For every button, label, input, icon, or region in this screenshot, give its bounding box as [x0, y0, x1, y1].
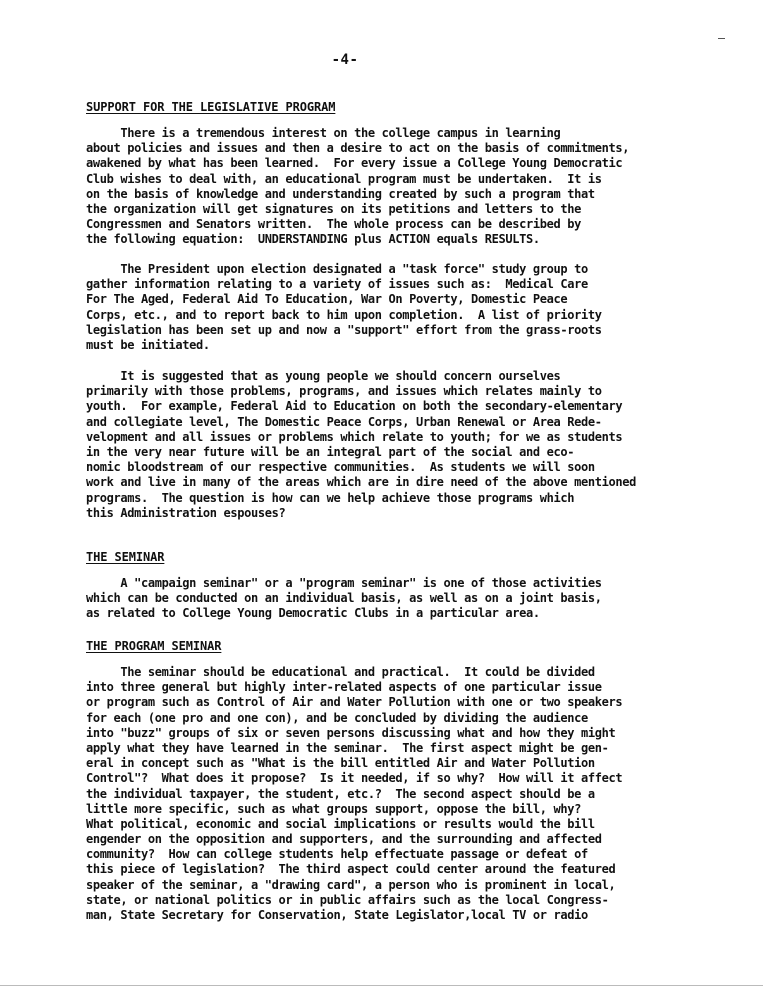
scan-edge — [0, 985, 763, 986]
text-line: for each (one pro and one con), and be concluded by dividing the audience — [86, 710, 588, 725]
paragraph-support-1 — [86, 126, 686, 248]
text-line: in the very near future will be an integral part of the social and eco- — [86, 444, 575, 459]
text-line: speaker of the seminar, a "drawing card", a person who is prominent in local, — [86, 877, 616, 892]
scan-mark — [718, 38, 725, 39]
text-line: gather information relating to a variety of issues such as: Medical Care — [86, 277, 588, 292]
text-line: awakened by what has been learned. For every issue a College Young Democratic — [86, 156, 623, 171]
text-line: into three general but highly inter-related aspects of one particular issue — [86, 680, 602, 695]
text-line: community? How can college students help effectuate passage or defeat of — [86, 847, 588, 862]
text-line: primarily with those problems, programs, and issues which relates mainly to — [86, 384, 602, 399]
text-line: eral in concept such as "What is the bill entitled Air and Water Pollution — [86, 756, 595, 771]
text-line: on the basis of knowledge and understanding created by such a program that — [86, 186, 595, 201]
text-line: Control"? What does it propose? Is it needed, if so why? How will it affect — [86, 771, 623, 786]
text-line: and collegiate level, The Domestic Peace Corps, Urban Renewal or Area Rede- — [86, 414, 602, 429]
text-line: Congressmen and Senators written. The whole process can be described by — [86, 217, 581, 232]
text-line: must be initiated. — [86, 337, 210, 352]
paragraph-support-2 — [86, 262, 686, 353]
text-line: For The Aged, Federal Aid To Education, War On Poverty, Domestic Peace — [86, 292, 568, 307]
text-line: A "campaign seminar" or a "program seminar" is one of those activities — [86, 576, 602, 590]
text-line: the organization will get signatures on its petitions and letters to the — [86, 201, 581, 216]
paragraph-seminar-1 — [86, 576, 686, 622]
text-line: The President upon election designated a "task force" study group to — [86, 262, 588, 276]
text-line: into "buzz" groups of six or seven persons discussing what and how they might — [86, 725, 616, 740]
text-line: nomic bloodstream of our respective communities. As students we will soon — [86, 460, 595, 475]
paragraph-support-3 — [86, 369, 686, 521]
text-line: youth. For example, Federal Aid to Education on both the secondary-elementary — [86, 399, 623, 414]
text-line: engender on the opposition and supporters, and the surrounding and affected — [86, 832, 602, 847]
text-line: the individual taxpayer, the student, etc.? The second aspect should be a — [86, 786, 595, 801]
section-heading-seminar: THE SEMINAR — [86, 550, 165, 564]
text-line: What political, economic and social implications or results would the bill — [86, 816, 595, 831]
text-line: the following equation: UNDERSTANDING plus ACTION equals RESULTS. — [86, 232, 540, 247]
text-line: man, State Secretary for Conservation, State Legislator,local TV or radio — [86, 908, 588, 922]
page-number: -4- — [331, 52, 359, 68]
text-line: legislation has been set up and now a "support" effort from the grass-roots — [86, 322, 602, 337]
text-line: Club wishes to deal with, an educational program must be undertaken. It is — [86, 171, 602, 186]
text-line: There is a tremendous interest on the college campus in learning — [86, 126, 561, 140]
text-line: as related to College Young Democratic Clubs in a particular area. — [86, 606, 540, 621]
text-line: apply what they have learned in the seminar. The first aspect might be gen- — [86, 740, 609, 755]
text-line: little more specific, such as what groups support, oppose the bill, why? — [86, 801, 581, 816]
text-line: The seminar should be educational and practical. It could be divided — [86, 665, 595, 679]
text-line: or program such as Control of Air and Water Pollution with one or two speakers — [86, 695, 623, 710]
text-line: which can be conducted on an individual basis, as well as on a joint basis, — [86, 591, 602, 606]
text-line: Corps, etc., and to report back to him upon completion. A list of priority — [86, 307, 602, 322]
text-line: this Administration espouses? — [86, 505, 286, 520]
text-line: about policies and issues and then a desire to act on the basis of commitments, — [86, 141, 630, 156]
paragraph-program-seminar-1 — [86, 665, 686, 923]
section-heading-program-seminar: THE PROGRAM SEMINAR — [86, 639, 222, 653]
text-line: this piece of legislation? The third aspect could center around the featured — [86, 862, 616, 877]
text-line: state, or national politics or in public affairs such as the local Congress- — [86, 892, 609, 907]
section-heading-support: SUPPORT FOR THE LEGISLATIVE PROGRAM — [86, 100, 336, 114]
text-line: programs. The question is how can we help achieve those programs which — [86, 490, 575, 505]
text-line: velopment and all issues or problems which relate to youth; for we as students — [86, 429, 623, 444]
text-line: work and live in many of the areas which are in dire need of the above mentioned — [86, 475, 636, 490]
text-line: It is suggested that as young people we should concern ourselves — [86, 369, 561, 383]
